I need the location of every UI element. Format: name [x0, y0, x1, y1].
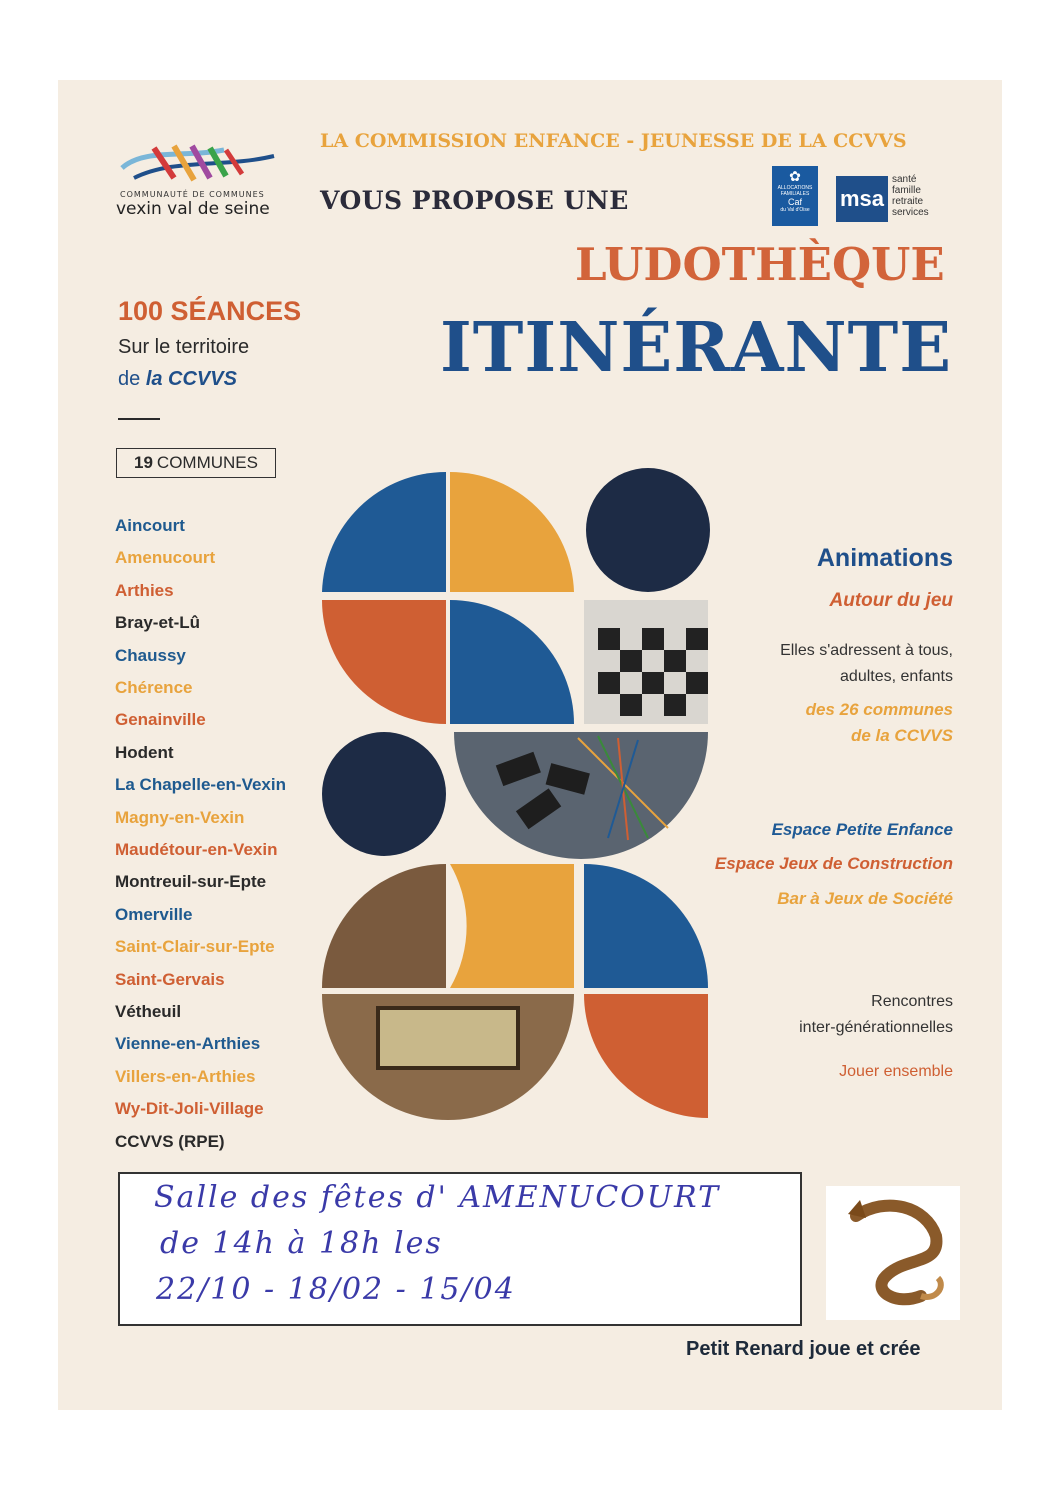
boardgame-photo	[322, 864, 446, 988]
handwritten-line-2: de 14h à 18h les	[160, 1226, 443, 1261]
commune-item: CCVVS (RPE)	[115, 1131, 225, 1151]
territoire-text: Sur le territoire	[118, 336, 250, 358]
handwritten-line-3: 22/10 - 18/02 - 15/04	[156, 1272, 516, 1307]
divider	[118, 418, 160, 420]
commune-item: Aincourt	[115, 516, 185, 535]
adresse-line-1: Elles s'adressent à tous,	[780, 642, 953, 659]
seances-count: 100 SÉANCES	[118, 296, 302, 326]
commune-item: Arthies	[115, 580, 174, 600]
caf-text-1: ALLOCATIONS	[777, 185, 813, 191]
blue-quarter-circle-3	[584, 864, 708, 988]
navy-circle	[586, 468, 710, 592]
fox-illustration	[826, 1186, 960, 1320]
adresse-line-2: adultes, enfants	[840, 668, 953, 685]
logo-name: vexin val de seine	[116, 199, 270, 219]
commune-item: Saint-Gervais	[115, 969, 225, 989]
logo-subtitle: COMMUNAUTÉ DE COMMUNES	[120, 190, 265, 199]
commune-item: Vétheuil	[115, 1002, 182, 1021]
yellow-quarter-circle	[450, 472, 574, 592]
commune-item: Villers-en-Arthies	[115, 1066, 256, 1086]
ccvvs-prefix: de	[118, 368, 141, 390]
communes-line-1: des 26 communes	[805, 700, 953, 719]
ccvvs-text	[118, 368, 237, 391]
ccvvs-name: la CCVVS	[145, 368, 237, 390]
ccvvs-logo	[114, 138, 284, 194]
communes-line-2: de la CCVVS	[850, 726, 953, 745]
caf-text-2: FAMILIALES	[780, 191, 810, 197]
commune-item: Chérence	[115, 678, 193, 697]
rencontres-line-2: inter-générationnelles	[799, 1019, 953, 1036]
blue-quarter-circle	[322, 472, 446, 592]
chess-photo	[584, 600, 708, 724]
rust-quarter-circle	[322, 600, 446, 724]
rust-quarter-circle-2	[584, 994, 708, 1118]
msa-logo-text: msa	[839, 186, 885, 211]
commune-item: Wy-Dit-Joli-Village	[115, 1099, 264, 1119]
animations-heading: Animations	[816, 544, 953, 572]
title-ludotheque: LUDOTHÈQUE	[575, 238, 945, 291]
fox-icon	[826, 1186, 960, 1320]
propose-heading: VOUS PROPOSE UNE	[320, 186, 629, 215]
commune-item: Saint-Clair-sur-Epte	[115, 937, 275, 957]
msa-tagline	[892, 174, 929, 218]
communes-badge	[116, 448, 276, 478]
boardgame-board	[378, 1008, 518, 1068]
commune-item: Genainville	[115, 710, 206, 730]
msa-text-3: retraite	[892, 196, 924, 207]
title-itinerante: ITINÉRANTE	[440, 308, 953, 388]
commune-item: Hodent	[115, 742, 174, 762]
petit-renard-caption: Petit Renard joue et crée	[686, 1338, 921, 1360]
msa-logo	[836, 176, 888, 222]
commune-item: Bray-et-Lû	[115, 613, 201, 633]
blue-quarter-circle-2	[450, 600, 574, 724]
navy-circle-2	[322, 732, 446, 856]
communes-count: 19	[134, 453, 153, 472]
yellow-shape	[450, 864, 574, 988]
communes-label: COMMUNES	[156, 453, 258, 472]
msa-text-4: services	[892, 207, 929, 218]
espace-construction: Espace Jeux de Construction	[714, 854, 953, 873]
rencontres-line-1: Rencontres	[871, 993, 953, 1010]
geometric-artwork	[318, 468, 714, 1178]
bar-jeux: Bar à Jeux de Société	[777, 889, 953, 908]
commune-item: Vienne-en-Arthies	[115, 1034, 261, 1054]
msa-text-2: famille	[892, 185, 921, 196]
commune-item: Montreuil-sur-Epte	[115, 872, 267, 892]
commune-item: Maudétour-en-Vexin	[115, 840, 278, 859]
commune-item: Amenucourt	[115, 548, 216, 568]
msa-text-1: santé	[892, 174, 917, 185]
caf-logo	[772, 166, 818, 226]
dominoes-photo	[454, 732, 708, 859]
handwritten-line-1: Salle des fêtes d' AMENUCOURT	[154, 1180, 721, 1215]
commune-item: Chaussy	[115, 645, 186, 665]
autour-subheading: Autour du jeu	[829, 590, 953, 611]
caf-tree-icon: ✿	[789, 168, 801, 184]
handwritten-note	[118, 1172, 802, 1326]
commission-heading: LA COMMISSION ENFANCE - JEUNESSE DE LA CCVVS	[320, 130, 907, 152]
caf-text-3: Caf	[787, 197, 802, 207]
commune-item: Magny-en-Vexin	[115, 807, 245, 827]
commune-item: Omerville	[115, 904, 193, 924]
espace-petite-enfance: Espace Petite Enfance	[771, 820, 953, 839]
commune-item: La Chapelle-en-Vexin	[115, 775, 286, 795]
jouer-ensemble: Jouer ensemble	[839, 1063, 953, 1080]
caf-text-4: du Val d'Oise	[780, 207, 810, 213]
